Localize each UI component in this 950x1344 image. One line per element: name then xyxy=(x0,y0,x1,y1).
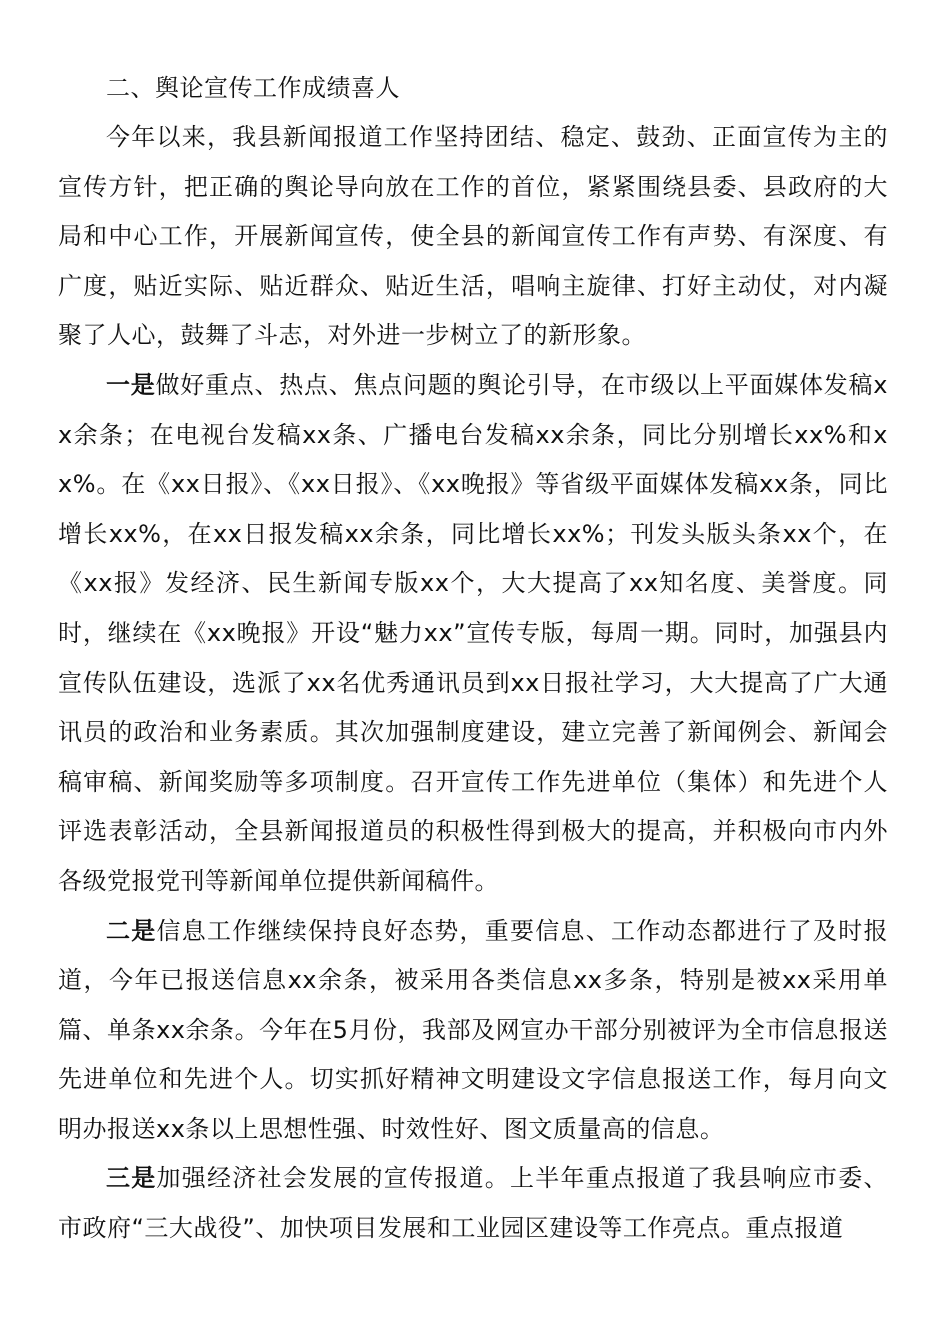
paragraph-text: 做好重点、热点、焦点问题的舆论引导，在市级以上平面媒体发稿xx余条；在电视台发稿xx条、广播电台发稿xx余条，同比分别增长xx%和xx%。在《xx日报》、《xx日报》、《xx晚报》等省级平面媒体发稿xx条，同比增长xx%，在xx日报发稿xx余条，同比增长xx%；刊发头版头条xx个，在《xx报》发经济、民生新闻专版xx个，大大提高了xx知名度、美誉度。同时，继续在《xx晚报》开设“魅力xx”宣传专版，每周一期。同时，加强县内宣传队伍建设，选派了xx名优秀通讯员到xx日报社学习，大大提高了广大通讯员的政治和业务素质。其次加强制度建设，建立完善了新闻例会、新闻会稿审稿、新闻奖励等多项制度。召开宣传工作先进单位（集体）和先进个人评选表彰活动，全县新闻报道员的积极性得到极大的提高，并积极向市内外各级党报党刊等新闻单位提供新闻稿件。 xyxy=(58,370,889,895)
paragraph-point-three xyxy=(58,1154,888,1253)
paragraph-point-one xyxy=(58,361,888,907)
paragraph-lead: 三是 xyxy=(106,1164,157,1193)
paragraph-lead: 一是 xyxy=(106,370,156,399)
paragraph-text: 今年以来，我县新闻报道工作坚持团结、稳定、鼓劲、正面宣传为主的宣传方针，把正确的舆论导向放在工作的首位，紧紧围绕县委、县政府的大局和中心工作，开展新闻宣传，使全县的新闻宣传工作有声势、有深度、有广度，贴近实际、贴近群众、贴近生活，唱响主旋律、打好主动仗，对内凝聚了人心，鼓舞了斗志，对外进一步树立了的新形象。 xyxy=(58,123,888,350)
section-title: 二、舆论宣传工作成绩喜人 xyxy=(106,74,400,102)
paragraph-text: 信息工作继续保持良好态势，重要信息、工作动态都进行了及时报道，今年已报送信息xx余条，被采用各类信息xx多条，特别是被xx采用单篇、单条xx余条。今年在5月份，我部及网宣办干部分别被评为全市信息报送先进单位和先进个人。切实抓好精神文明建设文字信息报送工作，每月向文明办报送xx条以上思想性强、时效性好、图文质量高的信息。 xyxy=(58,916,888,1143)
document-page xyxy=(58,64,888,1254)
intro-paragraph xyxy=(58,113,888,361)
paragraph-point-two xyxy=(58,907,888,1155)
paragraph-text: 加强经济社会发展的宣传报道。上半年重点报道了我县响应市委、市政府“三大战役”、加快项目发展和工业园区建设等工作亮点。重点报道 xyxy=(58,1164,888,1243)
paragraph-lead: 二是 xyxy=(106,916,157,945)
